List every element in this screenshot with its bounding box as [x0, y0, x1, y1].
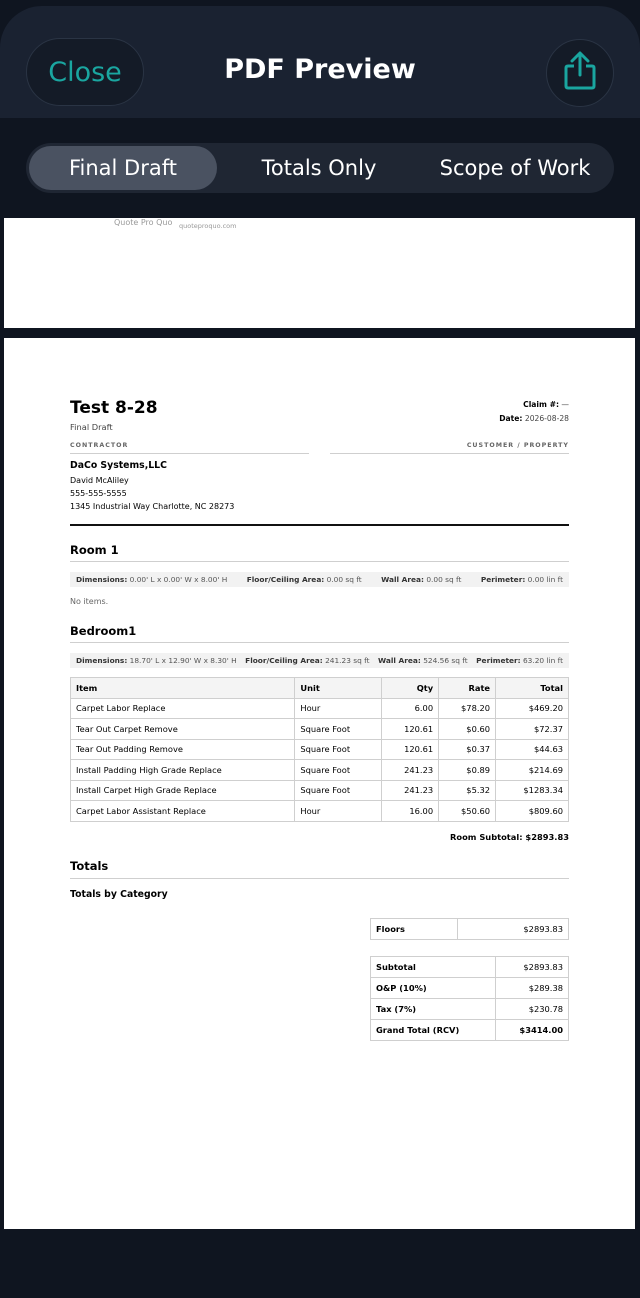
rate-cell: $5.32	[439, 780, 496, 801]
summary-label: O&P (10%)	[371, 978, 496, 999]
rate-cell: $0.37	[439, 739, 496, 760]
total-cell: $214.69	[496, 760, 569, 781]
brand-name: Quote Pro Quo	[114, 218, 173, 227]
customer-heading: CUSTOMER / PROPERTY	[466, 442, 569, 449]
unit-cell: Hour	[295, 801, 382, 822]
column-header: Total	[496, 678, 569, 699]
table-row	[71, 739, 569, 760]
table-row	[71, 719, 569, 740]
empty-items-text: No items.	[70, 597, 109, 606]
contractor-heading: CONTRACTOR	[70, 442, 129, 449]
table-row	[71, 698, 569, 719]
room-dimensions: Dimensions: 0.00' L x 0.00' W x 8.00' H Floor/Ceiling Area: 0.00 sq ft Wall Area: 0.00 sq ft Perimeter: 0.00 lin ft	[70, 572, 569, 587]
rate-cell: $50.60	[439, 801, 496, 822]
column-header: Qty	[382, 678, 439, 699]
unit-cell: Square Foot	[295, 719, 382, 740]
category-label: Floors	[371, 919, 458, 940]
summary-totals-table	[370, 956, 569, 1041]
page-title: PDF Preview	[224, 54, 416, 85]
totals-by-category-heading: Totals by Category	[70, 889, 168, 900]
company-name: DaCo Systems,LLC	[70, 460, 167, 471]
contact-name: David McAliley	[70, 476, 129, 485]
section-divider	[70, 524, 569, 526]
item-cell: Install Carpet High Grade Replace	[71, 780, 295, 801]
category-value: $2893.83	[457, 919, 568, 940]
room-title: Bedroom1	[70, 624, 137, 638]
qty-cell: 241.23	[382, 760, 439, 781]
item-cell: Tear Out Carpet Remove	[71, 719, 295, 740]
summary-label: Tax (7%)	[371, 999, 496, 1020]
qty-cell: 120.61	[382, 739, 439, 760]
summary-value: $230.78	[496, 999, 569, 1020]
table-row	[371, 957, 569, 978]
bottom-area	[0, 1229, 640, 1298]
table-row	[371, 978, 569, 999]
line-items-table	[70, 677, 569, 822]
table-row	[371, 919, 569, 940]
summary-value: $2893.83	[496, 957, 569, 978]
qty-cell: 16.00	[382, 801, 439, 822]
pdf-page-2[interactable]	[4, 338, 635, 1229]
brand-url: quoteproquo.com	[179, 222, 237, 230]
total-cell: $1283.34	[496, 780, 569, 801]
item-cell: Carpet Labor Replace	[71, 698, 295, 719]
pdf-page-1[interactable]	[4, 218, 635, 328]
table-row	[71, 780, 569, 801]
unit-cell: Square Foot	[295, 760, 382, 781]
total-cell: $72.37	[496, 719, 569, 740]
unit-cell: Square Foot	[295, 739, 382, 760]
room-subtotal: Room Subtotal: $2893.83	[450, 832, 569, 842]
contact-address: 1345 Industrial Way Charlotte, NC 28273	[70, 502, 235, 511]
table-row	[71, 760, 569, 781]
totals-heading: Totals	[70, 859, 109, 873]
item-cell: Install Padding High Grade Replace	[71, 760, 295, 781]
rate-cell: $0.89	[439, 760, 496, 781]
summary-label: Grand Total (RCV)	[371, 1020, 496, 1041]
tab-scope-of-work[interactable]: Scope of Work	[439, 156, 591, 180]
share-button[interactable]	[546, 39, 614, 107]
column-header: Item	[71, 678, 295, 699]
document-title: Test 8-28	[70, 398, 158, 418]
qty-cell: 241.23	[382, 780, 439, 801]
summary-label: Subtotal	[371, 957, 496, 978]
unit-cell: Hour	[295, 698, 382, 719]
room-title: Room 1	[70, 543, 119, 557]
contact-phone: 555-555-5555	[70, 489, 127, 498]
tab-final-draft[interactable]: Final Draft	[29, 146, 217, 190]
column-header: Unit	[295, 678, 382, 699]
qty-cell: 120.61	[382, 719, 439, 740]
qty-cell: 6.00	[382, 698, 439, 719]
document-subtitle: Final Draft	[70, 422, 113, 432]
summary-value: $289.38	[496, 978, 569, 999]
header-bar	[0, 6, 640, 118]
rate-cell: $78.20	[439, 698, 496, 719]
view-mode-segmented-control	[26, 143, 614, 193]
table-row	[71, 801, 569, 822]
unit-cell: Square Foot	[295, 780, 382, 801]
total-cell: $809.60	[496, 801, 569, 822]
summary-value: $3414.00	[496, 1020, 569, 1041]
room-dimensions: Dimensions: 18.70' L x 12.90' W x 8.30' H Floor/Ceiling Area: 241.23 sq ft Wall Area: 524.56 sq ft Perimeter: 63.20 lin ft	[70, 653, 569, 668]
column-header: Rate	[439, 678, 496, 699]
total-cell: $44.63	[496, 739, 569, 760]
table-header-row	[71, 678, 569, 699]
total-cell: $469.20	[496, 698, 569, 719]
tab-totals-only[interactable]: Totals Only	[261, 156, 377, 180]
date-line: Date: 2026-08-28	[499, 414, 569, 423]
item-cell: Carpet Labor Assistant Replace	[71, 801, 295, 822]
rate-cell: $0.60	[439, 719, 496, 740]
category-totals-table	[370, 918, 569, 940]
share-icon	[563, 51, 597, 95]
close-button[interactable]: Close	[26, 38, 144, 106]
table-row	[371, 1020, 569, 1041]
item-cell: Tear Out Padding Remove	[71, 739, 295, 760]
table-row	[371, 999, 569, 1020]
claim-line: Claim #: —	[523, 400, 569, 409]
